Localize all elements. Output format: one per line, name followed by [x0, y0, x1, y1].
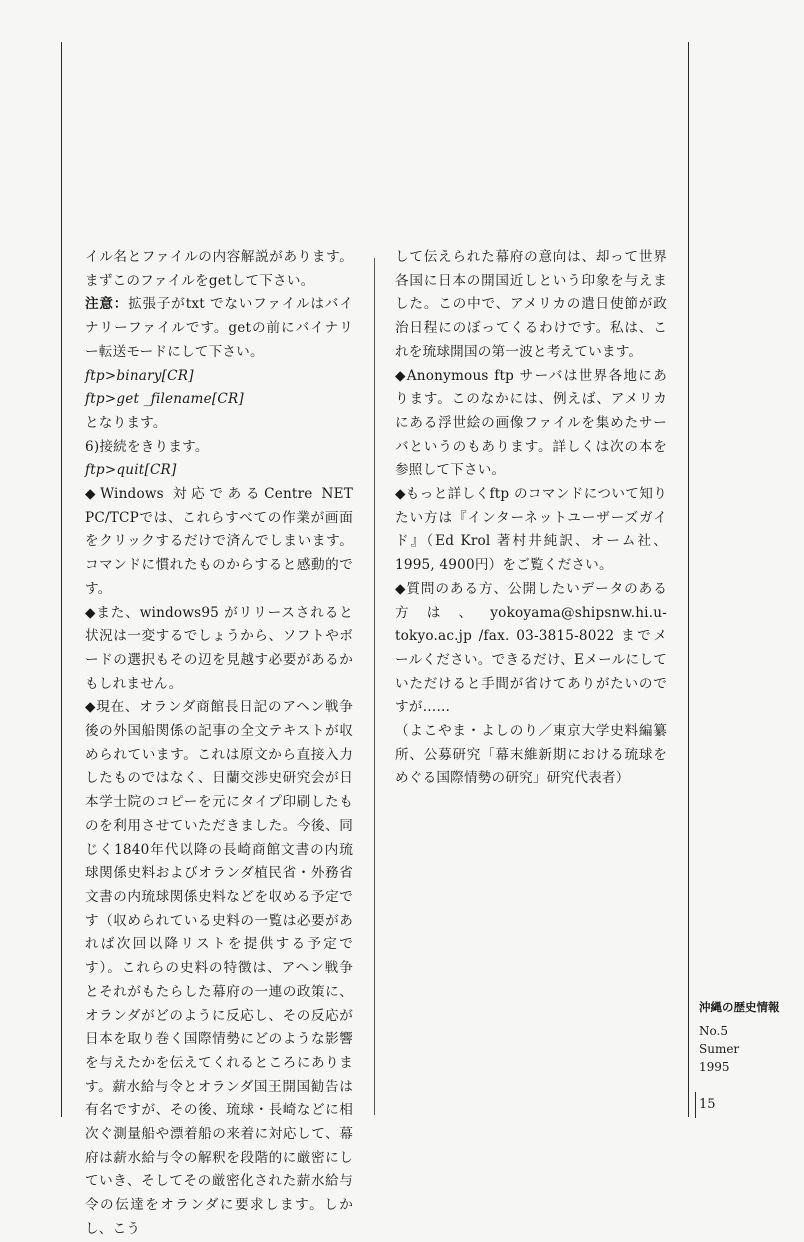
paragraph: ◆また、windows95 がリリースされると状況は一変するでしょうから、ソフトやボードの選択もその辺を見越す必要があるかもしれません。: [85, 604, 353, 692]
paragraph: ◆もっと詳しくftp のコマンドについて知りたい方は『インターネットユーザーズガイド』（Ed Krol 著村井純訳、オーム社、1995, 4900円）をご覧ください。: [395, 486, 667, 574]
paragraph: ◆Windows 対応であるCentre NET PC/TCPでは、これらすべての作業が画面をクリックするだけで済んでしまいます。コマンドに慣れたものからすると感動的です。: [85, 486, 353, 597]
issue-season: Sumer: [699, 1042, 740, 1056]
author-note: （よこやま・よしのり／東京大学史料編纂所、公募研究「幕末維新期における琉球をめぐる国際情勢の研究」研究代表者）: [395, 723, 667, 787]
paragraph: ◆質問のある方、公開したいデータのある方は、yokoyama@shipsnw.hi.u-tokyo.ac.jp /fax. 03-3815-8022 までメールください。できるだけ、Eメールにしていただけると手間が省けてありがたいのですが……: [395, 580, 667, 716]
paragraph: して伝えられた幕府の意向は、却って世界各国に日本の開国近しという印象を与えました。この中で、アメリカの遣日使節が政治日程にのぼってくるわけです。私は、これを琉球開国の第一波と考えています。: [395, 249, 667, 360]
issue-number: No.5: [699, 1024, 728, 1038]
right-text-column: [395, 246, 667, 791]
paragraph: となります。: [85, 414, 167, 431]
paragraph: ◆Anonymous ftp サーバは世界各地にあります。このなかには、例えば、アメリカにある浮世絵の画像ファイルを集めたサーバというのもあります。詳しくは次の本を参照して下さい。: [395, 367, 667, 479]
note-paragraph: [85, 293, 353, 364]
right-margin-rule: [688, 42, 689, 1117]
command-line: ftp>binary[CR]: [85, 367, 194, 384]
command-line: ftp>get _filename[CR]: [85, 391, 244, 408]
note-label: 注意：: [85, 296, 129, 313]
issue-year: 1995: [699, 1060, 730, 1074]
left-text-column: [85, 246, 353, 1242]
paragraph: ◆現在、オランダ商館長日記のアヘン戦争後の外国船関係の記事の全文テキストが収められています。これは原文から直接入力したものではなく、日蘭交渉史研究会が日本学士院のコピーを元にタイプ印刷したものを利用させていただきました。今後、同じく1840年代以降の長崎商館文書の内琉球関係史料およびオランダ植民省・外務省文書の内琉球関係史料などを収める予定です（収められている史料の一覧は必要があれば次回以降リストを提供する予定です）。これらの史料の特徴は、アヘン戦争とそれがもたらした幕府の一連の政策に、オランダがどのように反応し、その反応が日本を取り巻く国際情勢にどのような影響を与えたかを伝えてくれるところにあります。薪水給与令とオランダ国王開国勧告は有名ですが、その後、琉球・長崎などに相次ぐ測量船や漂着船の来着に対応して、幕府は薪水給与令の解釈を段階的に厳密にしていき、そしてその厳密化された薪水給与令の伝達をオランダに要求します。しかし、こう: [85, 699, 353, 1237]
page-number-rule: [695, 1092, 696, 1118]
page-number: 15: [699, 1097, 716, 1112]
column-divider: [374, 258, 375, 1115]
journal-title: 沖縄の歴史情報: [699, 1000, 780, 1014]
paragraph: イル名とファイルの内容解説があります。まずこのファイルをgetして下さい。: [85, 249, 353, 289]
command-line: ftp>quit[CR]: [85, 462, 177, 479]
note-text: 拡張子がtxt でないファイルはバイナリーファイルです。getの前にバイナリー転送モードにして下さい。: [85, 296, 353, 360]
paragraph: 6)接続をきります。: [85, 438, 209, 455]
left-margin-rule: [61, 42, 62, 1117]
journal-info: [699, 998, 780, 1076]
